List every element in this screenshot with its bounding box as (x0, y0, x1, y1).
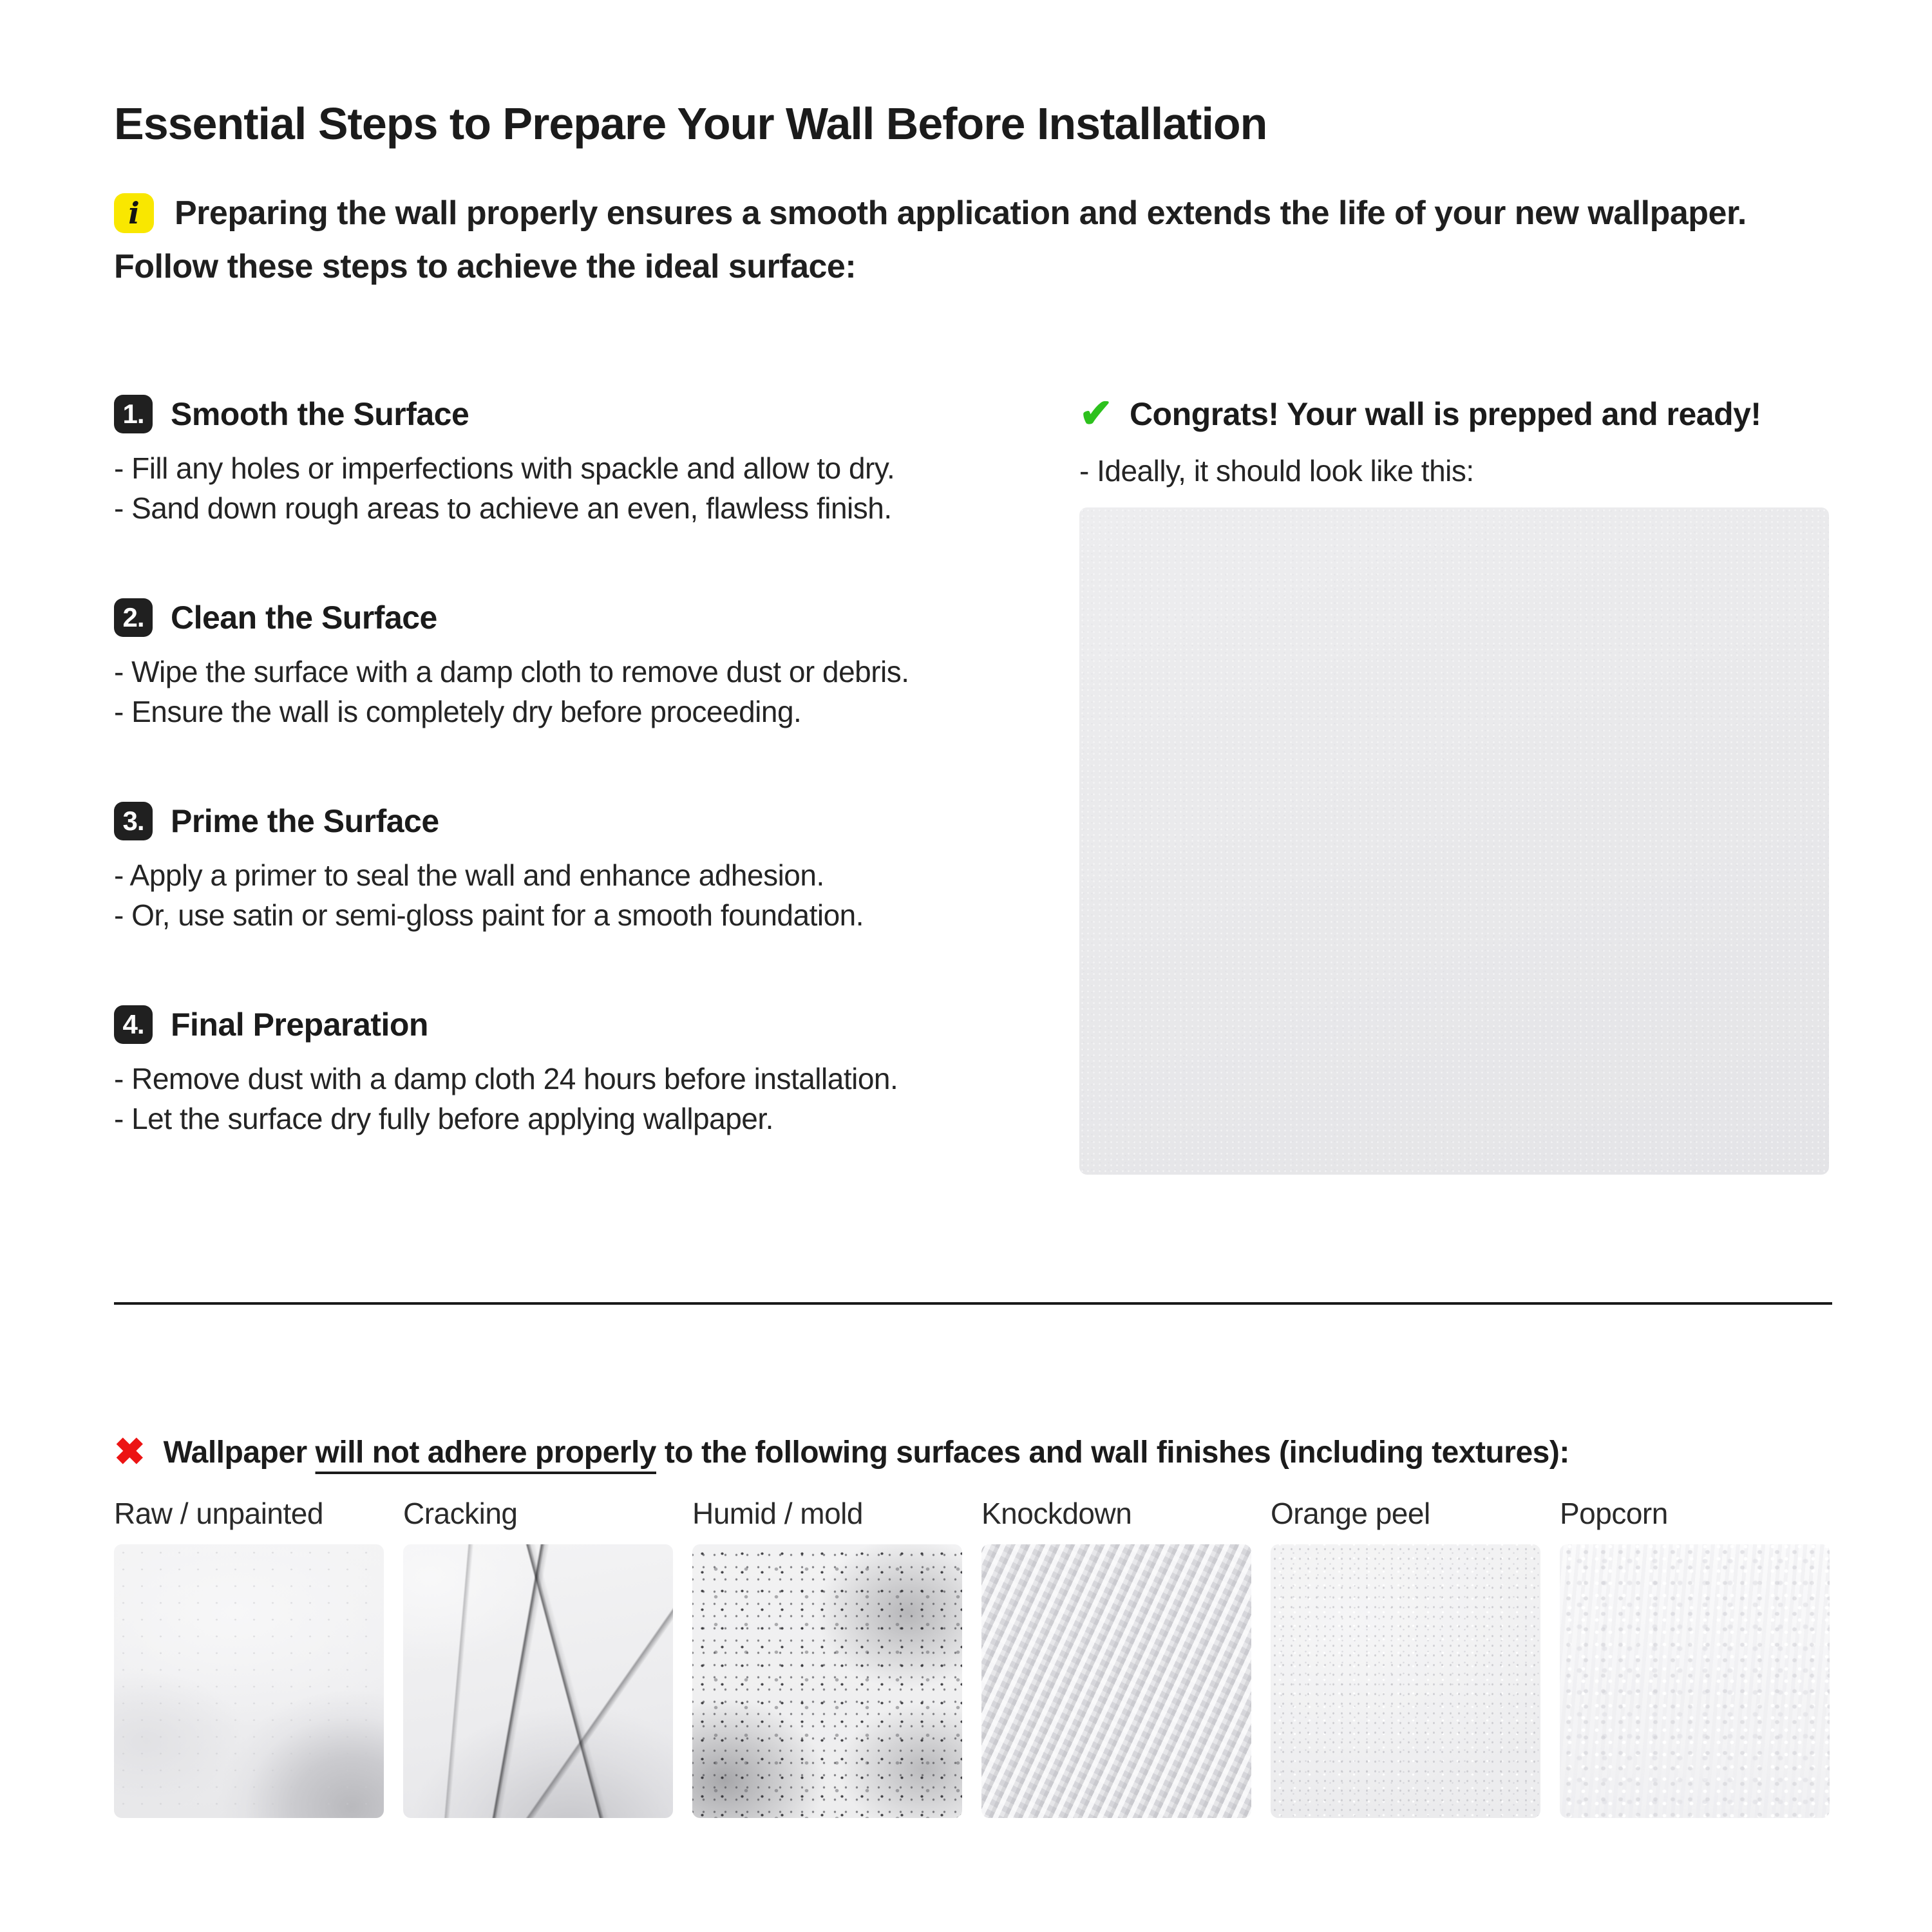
step-3-badge (114, 802, 153, 840)
step-3-bullets (114, 855, 1035, 935)
step-1-header (114, 394, 1035, 434)
step-bullet: - Ensure the wall is completely dry before proceeding. (114, 695, 802, 728)
step-1-number: 1. (122, 399, 144, 429)
surface-knockdown (981, 1495, 1251, 1818)
surface-raw-unpainted (114, 1495, 384, 1818)
step-4-header (114, 1005, 1035, 1045)
step-3-title: Prime the Surface (171, 803, 439, 839)
step-4 (114, 1005, 1035, 1139)
surface-texture-image-raw (114, 1544, 384, 1818)
surface-popcorn (1560, 1495, 1830, 1818)
step-1-title: Smooth the Surface (171, 396, 469, 432)
step-4-number: 4. (122, 1009, 144, 1039)
step-2-bullets (114, 652, 1035, 732)
step-3-number: 3. (122, 806, 144, 836)
surface-texture-image-popcorn (1560, 1544, 1830, 1818)
step-2-header (114, 598, 1035, 638)
surface-label: Knockdown (981, 1497, 1132, 1530)
success-subtitle: - Ideally, it should look like this: (1079, 454, 1474, 488)
surface-texture-image-cracking (403, 1544, 673, 1818)
step-2-badge (114, 598, 153, 637)
surface-orange-peel (1271, 1495, 1540, 1818)
success-header (1079, 394, 1833, 434)
step-1-badge (114, 395, 153, 433)
intro-paragraph (114, 193, 1853, 290)
warning-suffix: to the following surfaces and wall finishes (including textures): (656, 1435, 1569, 1470)
warning-row (114, 1431, 1569, 1473)
step-1 (114, 394, 1035, 528)
step-bullet: - Or, use satin or semi-gloss paint for a smooth foundation. (114, 898, 864, 932)
step-2 (114, 598, 1035, 732)
warning-prefix: Wallpaper (163, 1435, 316, 1470)
surface-texture-image-humid-mold (692, 1544, 962, 1818)
ideal-wall-image (1079, 507, 1829, 1175)
step-2-title: Clean the Surface (171, 600, 437, 636)
intro-text-line1: Preparing the wall properly ensures a smooth application and extends the life of your new wallpaper. (175, 194, 1747, 232)
steps-section (114, 394, 1035, 1208)
step-bullet: - Remove dust with a damp cloth 24 hours before installation. (114, 1062, 898, 1095)
step-4-title: Final Preparation (171, 1007, 428, 1043)
intro-line-1 (114, 193, 1853, 233)
intro-text-line2: Follow these steps to achieve the ideal surface: (114, 248, 857, 285)
success-title: Congrats! Your wall is prepped and ready! (1129, 396, 1761, 432)
step-3-header (114, 801, 1035, 841)
success-section (1079, 394, 1833, 1175)
step-2-number: 2. (122, 602, 144, 632)
surface-humid-mold (692, 1495, 962, 1818)
surface-label: Popcorn (1560, 1497, 1668, 1530)
surface-texture-image-knockdown (981, 1544, 1251, 1818)
section-divider (114, 1302, 1832, 1305)
bad-surfaces-row (114, 1495, 1830, 1818)
step-4-bullets (114, 1059, 1035, 1139)
check-icon: ✔ (1079, 392, 1113, 436)
step-bullet: - Let the surface dry fully before applying wallpaper. (114, 1102, 773, 1135)
surface-texture-image-orange-peel (1271, 1544, 1540, 1818)
page-title: Essential Steps to Prepare Your Wall Before Installation (114, 99, 1267, 149)
surface-label: Raw / unpainted (114, 1497, 323, 1530)
surface-label: Orange peel (1271, 1497, 1430, 1530)
info-icon: i (114, 193, 154, 233)
surface-label: Humid / mold (692, 1497, 863, 1530)
warning-text (164, 1435, 1569, 1470)
step-3 (114, 801, 1035, 935)
surface-cracking (403, 1495, 673, 1818)
step-bullet: - Apply a primer to seal the wall and enhance adhesion. (114, 858, 824, 892)
error-x-icon: ✖ (114, 1431, 146, 1473)
surface-label: Cracking (403, 1497, 518, 1530)
step-bullet: - Wipe the surface with a damp cloth to remove dust or debris. (114, 655, 909, 688)
step-4-badge (114, 1005, 153, 1044)
step-1-bullets (114, 448, 1035, 528)
warning-underlined: will not adhere properly (315, 1435, 656, 1470)
step-bullet: - Fill any holes or imperfections with spackle and allow to dry. (114, 451, 895, 485)
step-bullet: - Sand down rough areas to achieve an even, flawless finish. (114, 491, 892, 525)
